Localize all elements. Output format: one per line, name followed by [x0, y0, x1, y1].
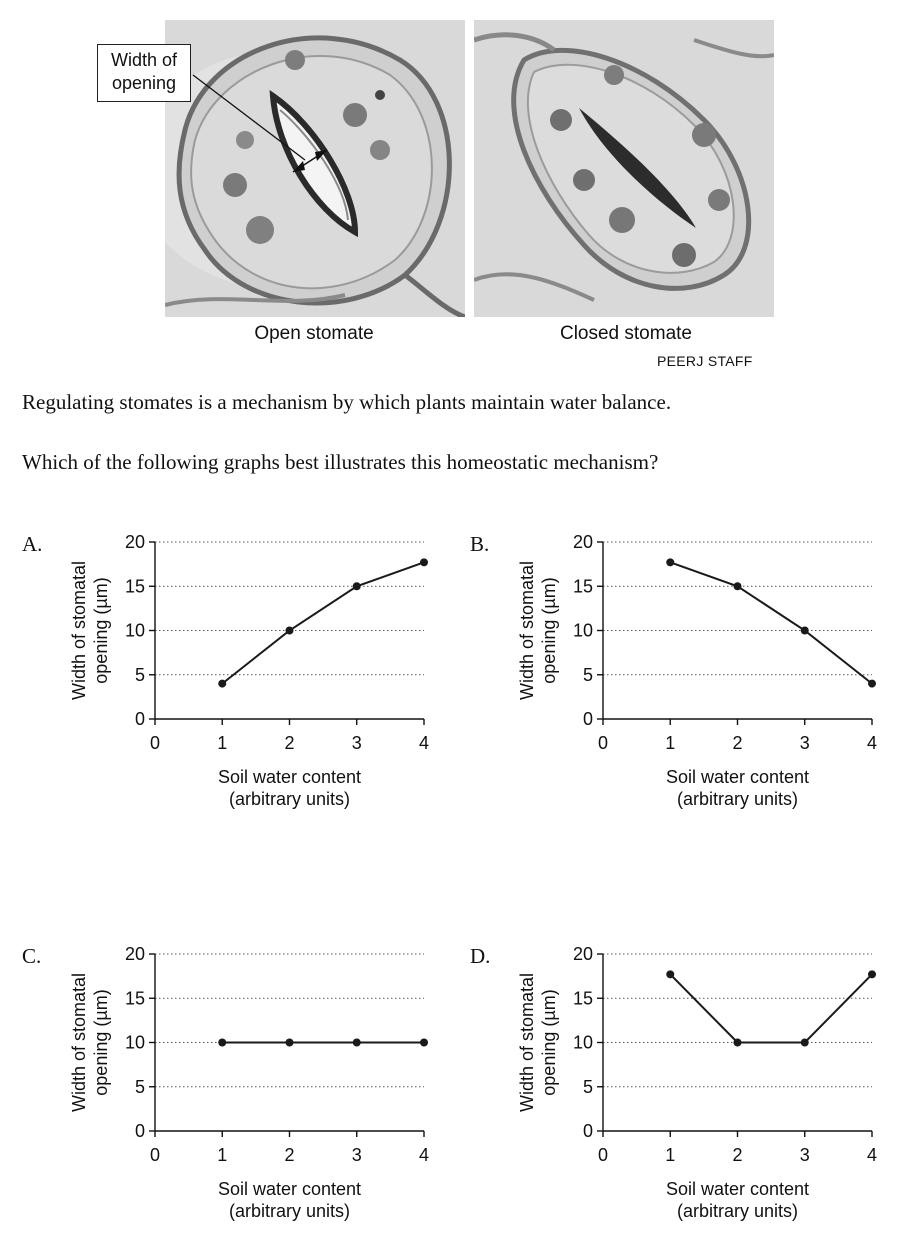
y-tick-label-20: 20 [572, 944, 593, 964]
chart-option-d [470, 944, 908, 1244]
x-tick-label-1: 1 [665, 733, 676, 753]
x-tick-label-3: 3 [351, 1145, 362, 1165]
option-letter: B. [470, 532, 490, 556]
y-axis-label-line-2: opening (µm) [539, 577, 559, 684]
x-tick-label-0: 0 [149, 733, 161, 753]
y-tick-label-20: 20 [572, 532, 593, 552]
x-tick-label-2: 2 [284, 1145, 295, 1165]
data-point-4 [868, 970, 876, 978]
y-tick-label-20: 20 [124, 944, 145, 964]
y-axis-label-line-1: Width of stomatal [69, 560, 89, 701]
y-axis-label-line-2: opening (µm) [539, 989, 559, 1096]
x-tick-label-4: 4 [866, 1145, 878, 1165]
y-tick-label-10: 10 [124, 620, 145, 641]
y-tick-label-15: 15 [124, 988, 145, 1009]
y-tick-label-0: 0 [582, 709, 593, 729]
y-tick-label-15: 15 [124, 576, 145, 597]
data-point-2 [734, 582, 742, 590]
y-tick-label-0: 0 [134, 709, 145, 729]
x-tick-label-1: 1 [665, 1145, 676, 1165]
chart-svg [470, 944, 908, 1244]
data-point-1 [218, 1039, 226, 1047]
x-tick-label-4: 4 [418, 1145, 430, 1165]
x-axis-label-line-2: (arbitrary units) [228, 1201, 351, 1221]
series-line [670, 562, 872, 683]
y-tick-label-10: 10 [572, 1032, 593, 1053]
question-statement: Regulating stomates is a mechanism by which plants maintain water balance. [22, 390, 672, 414]
series-line [222, 562, 424, 683]
open-stomate-micrograph [165, 20, 465, 317]
y-tick-label-5: 5 [134, 664, 145, 685]
y-tick-label-5: 5 [582, 664, 593, 685]
data-point-2 [286, 1039, 294, 1047]
y-axis-label-line-1: Width of stomatal [517, 560, 537, 701]
closed-stomate-image [474, 20, 774, 317]
x-tick-label-1: 1 [217, 1145, 228, 1165]
data-point-2 [286, 627, 294, 635]
option-letter: A. [22, 532, 43, 556]
x-axis-label-line-1: Soil water content [665, 1179, 810, 1199]
photo-credit: PEERJ STAFF [657, 353, 753, 369]
y-tick-label-0: 0 [582, 1121, 593, 1141]
y-tick-label-15: 15 [572, 988, 593, 1009]
x-tick-label-0: 0 [597, 1145, 609, 1165]
data-point-2 [734, 1039, 742, 1047]
x-axis-label-line-2: (arbitrary units) [228, 789, 351, 809]
data-point-1 [218, 680, 226, 688]
y-tick-label-0: 0 [134, 1121, 145, 1141]
y-tick-label-5: 5 [582, 1076, 593, 1097]
chart-svg [22, 944, 472, 1244]
x-tick-label-3: 3 [799, 733, 810, 753]
x-tick-label-4: 4 [866, 733, 878, 753]
data-point-1 [666, 970, 674, 978]
x-tick-label-0: 0 [149, 1145, 161, 1165]
data-point-3 [353, 582, 361, 590]
y-tick-label-10: 10 [124, 1032, 145, 1053]
y-tick-label-20: 20 [124, 532, 145, 552]
y-axis-label-line-1: Width of stomatal [69, 972, 89, 1113]
option-letter: C. [22, 944, 42, 968]
option-letter: D. [470, 944, 491, 968]
x-axis-label-line-2: (arbitrary units) [676, 789, 799, 809]
data-point-4 [420, 1039, 428, 1047]
y-axis-label-line-1: Width of stomatal [517, 972, 537, 1113]
open-stomate-caption: Open stomate [254, 323, 374, 344]
y-axis-label-line-2: opening (µm) [91, 577, 111, 684]
y-axis-label-line-2: opening (µm) [91, 989, 111, 1096]
width-of-opening-callout [97, 44, 191, 102]
closed-stomate-micrograph [474, 20, 774, 317]
data-point-1 [666, 558, 674, 566]
x-axis-label-line-2: (arbitrary units) [676, 1201, 799, 1221]
x-tick-label-0: 0 [597, 733, 609, 753]
closed-stomate-caption: Closed stomate [559, 323, 692, 344]
x-axis-label-line-1: Soil water content [665, 767, 810, 787]
data-point-4 [868, 680, 876, 688]
chart-svg [470, 532, 908, 832]
x-tick-label-2: 2 [732, 733, 743, 753]
series-line [670, 974, 872, 1042]
chart-option-a [22, 532, 472, 832]
x-tick-label-3: 3 [799, 1145, 810, 1165]
y-tick-label-5: 5 [134, 1076, 145, 1097]
chart-option-b [470, 532, 908, 832]
x-tick-label-1: 1 [217, 733, 228, 753]
x-tick-label-2: 2 [284, 733, 295, 753]
x-tick-label-4: 4 [418, 733, 430, 753]
x-tick-label-3: 3 [351, 733, 362, 753]
chart-svg [22, 532, 472, 832]
question-prompt: Which of the following graphs best illustrates this homeostatic mechanism? [22, 450, 659, 474]
y-tick-label-15: 15 [572, 576, 593, 597]
chart-option-c [22, 944, 472, 1244]
y-tick-label-10: 10 [572, 620, 593, 641]
x-axis-label-line-1: Soil water content [217, 1179, 362, 1199]
x-axis-label-line-1: Soil water content [217, 767, 362, 787]
data-point-3 [801, 627, 809, 635]
callout-label: Width of opening [110, 50, 178, 93]
open-stomate-image [165, 20, 465, 317]
data-point-3 [353, 1039, 361, 1047]
data-point-3 [801, 1039, 809, 1047]
x-tick-label-2: 2 [732, 1145, 743, 1165]
data-point-4 [420, 558, 428, 566]
